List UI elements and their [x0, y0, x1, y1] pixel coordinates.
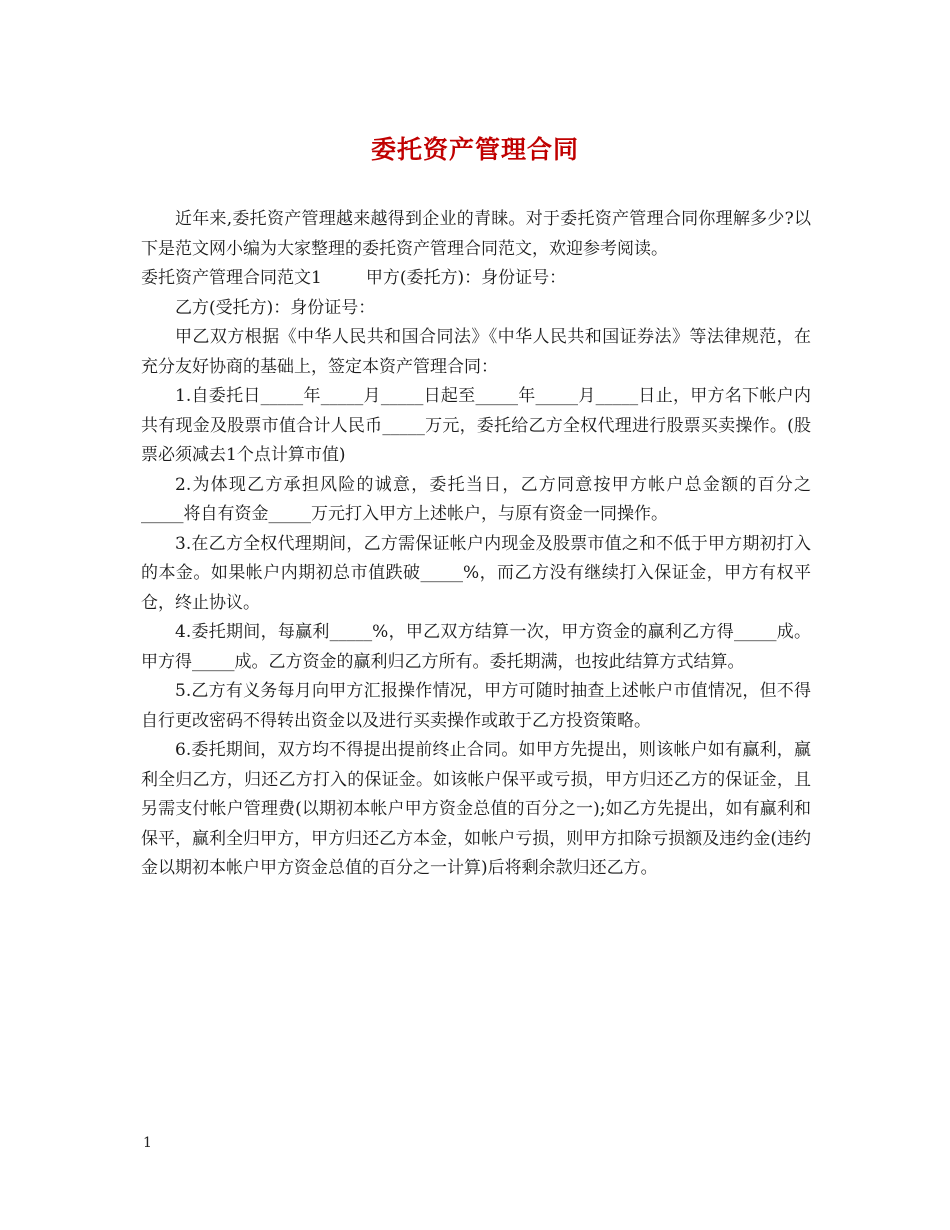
preamble-paragraph: 甲乙双方根据《中华人民共和国合同法》《中华人民共和国证券法》等法律规范，在充分友好协商的基础上，签定本资产管理合同：: [141, 327, 811, 377]
party-b-line: 乙方(受托方)：身份证号：: [175, 297, 376, 318]
party-a-line: 甲方(委托方)：身份证号：: [365, 268, 567, 288]
clause-paragraph: 1.自委托日_____年_____月_____日起至_____年_____月_____日止，甲方名下帐户内共有现金及股票市值合计人民币_____万元，委托给乙方全权代理进行股票买卖操作。(股票必须减去1个点计算市值): [141, 386, 812, 465]
intro-paragraph: 近年来,委托资产管理越来越得到企业的青睐。对于委托资产管理合同你理解多少?以下是范文网小编为大家整理的委托资产管理合同范文，欢迎参考阅读。: [141, 209, 811, 259]
clause-paragraph: 2.为体现乙方承担风险的诚意，委托当日，乙方同意按甲方帐户总金额的百分之_____将自有资金_____万元打入甲方上述帐户，与原有资金一同操作。: [141, 474, 811, 524]
sample-heading: 委托资产管理合同范文1: [141, 268, 322, 288]
document-body: [141, 205, 811, 884]
document-title: 委托资产管理合同: [370, 135, 579, 164]
clause-paragraph: 4.委托期间，每赢利_____%，甲乙双方结算一次，甲方资金的赢利乙方得_____成。甲方得_____成。乙方资金的赢利归乙方所有。委托期满，也按此结算方式结算。: [141, 622, 811, 672]
clause-paragraph: 5.乙方有义务每月向甲方汇报操作情况，甲方可随时抽查上述帐户市值情况，但不得自行更改密码不得转出资金以及进行买卖操作或敢于乙方投资策略。: [141, 681, 811, 731]
sample-heading-line: [141, 264, 811, 294]
clause-paragraph: 3.在乙方全权代理期间，乙方需保证帐户内现金及股票市值之和不低于甲方期初打入的本金。如果帐户内期初总市值跌破_____%，而乙方没有继续打入保证金，甲方有权平仓，终止协议。: [141, 533, 811, 613]
page-number: 1: [143, 1135, 152, 1151]
clause-paragraph: 6.委托期间，双方均不得提出提前终止合同。如甲方先提出，则该帐户如有赢利，赢利全归乙方，归还乙方打入的保证金。如该帐户保平或亏损，甲方归还乙方的保证金，且另需支付帐户管理费(以期初本帐户甲方资金总值的百分之一);如乙方先提出，如有赢利和保平，赢利全归甲方，甲方归还乙方本金，如帐户亏损，则甲方扣除亏损额及违约金(违约金以期初本帐户甲方资金总值的百分之一计算)后将剩余款归还乙方。: [141, 740, 811, 878]
